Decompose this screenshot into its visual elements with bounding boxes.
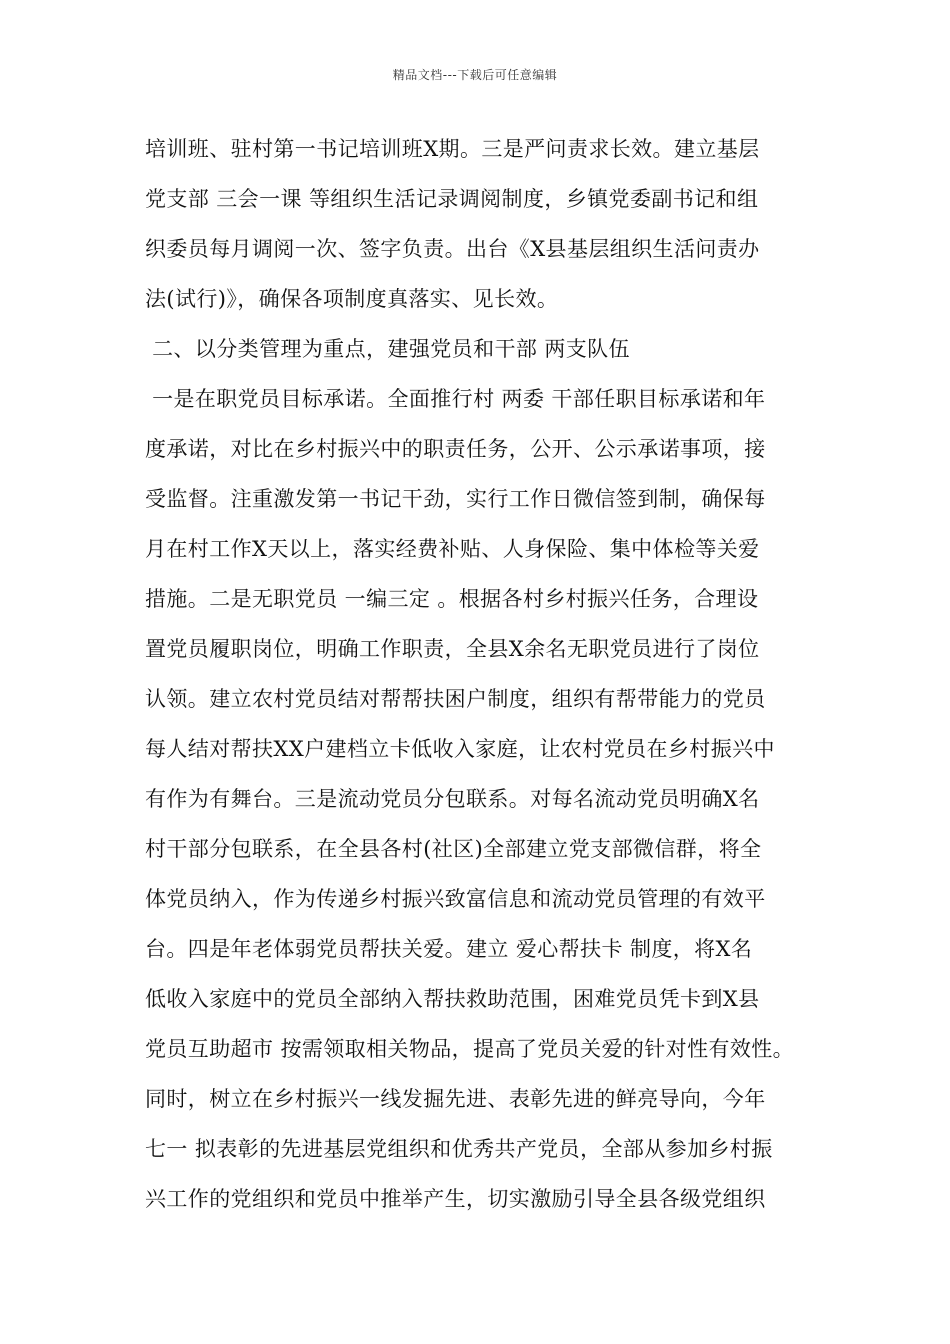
text-line: 党员互助超市 按需领取相关物品，提高了党员关爱的针对性有效性。	[145, 1037, 795, 1061]
text-line: 低收入家庭中的党员全部纳入帮扶救助范围，困难党员凭卡到X县	[145, 987, 760, 1011]
text-line: 有作为有舞台。三是流动党员分包联系。对每名流动党员明确X名	[145, 787, 760, 811]
text-line: 度承诺，对比在乡村振兴中的职责任务，公开、公示承诺事项，接	[145, 437, 766, 461]
text-line: 同时，树立在乡村振兴一线发掘先进、表彰先进的鲜亮导向，今年	[145, 1087, 766, 1111]
text-line: 党支部 三会一课 等组织生活记录调阅制度，乡镇党委副书记和组	[145, 187, 759, 211]
text-line: 每人结对帮扶XX户建档立卡低收入家庭，让农村党员在乡村振兴中	[145, 737, 775, 761]
text-line: 兴工作的党组织和党员中推举产生，切实激励引导全县各级党组织	[145, 1187, 766, 1211]
text-line: 台。四是年老体弱党员帮扶关爱。建立 爱心帮扶卡 制度，将X名	[145, 937, 753, 961]
text-line: 培训班、驻村第一书记培训班X期。三是严问责求长效。建立基层	[145, 137, 760, 161]
text-line: 织委员每月调阅一次、签字负责。出台《X县基层组织生活问责办	[145, 237, 760, 261]
text-line: 体党员纳入，作为传递乡村振兴致富信息和流动党员管理的有效平	[145, 887, 766, 911]
text-line: 七一 拟表彰的先进基层党组织和优秀共产党员，全部从参加乡村振	[145, 1137, 773, 1161]
section-heading: 二、以分类管理为重点，建强党员和干部 两支队伍	[145, 337, 630, 361]
text-line: 受监督。注重激发第一书记干劲，实行工作日微信签到制，确保每	[145, 487, 766, 511]
text-line: 认领。建立农村党员结对帮帮扶困户制度，组织有帮带能力的党员	[145, 687, 766, 711]
page-header: 精品文档---下载后可任意编辑	[392, 68, 558, 82]
text-line: 法(试行)》，确保各项制度真落实、见长效。	[145, 287, 559, 311]
text-line: 置党员履职岗位，明确工作职责，全县X余名无职党员进行了岗位	[145, 637, 760, 661]
text-line: 月在村工作X天以上，落实经费补贴、人身保险、集中体检等关爱	[145, 537, 760, 561]
text-line: 措施。二是无职党员 一编三定 。根据各村乡村振兴任务，合理设	[145, 587, 759, 611]
text-line: 一是在职党员目标承诺。全面推行村 两委 干部任职目标承诺和年	[145, 387, 766, 411]
text-line: 村干部分包联系，在全县各村(社区)全部建立党支部微信群，将全	[145, 837, 762, 861]
